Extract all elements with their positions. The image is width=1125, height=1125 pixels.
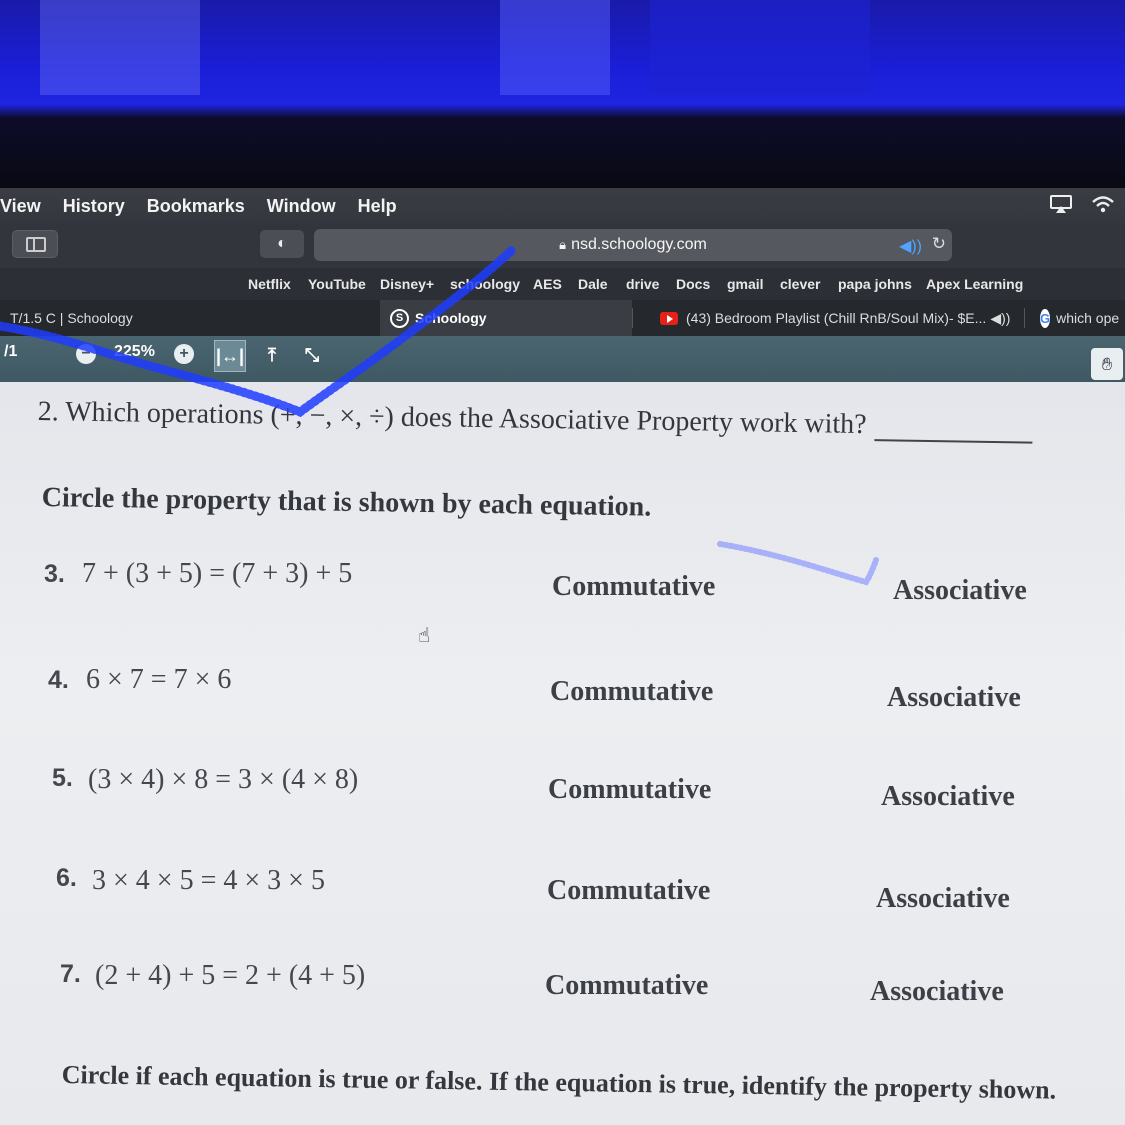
favorite-schoology[interactable]: schoology	[450, 276, 521, 292]
option-associative[interactable]: Associative	[887, 682, 1021, 713]
menu-help[interactable]: Help	[357, 195, 397, 216]
problem-number: 7.	[60, 960, 81, 988]
pdf-toolbar	[0, 336, 1125, 382]
google-icon: G	[1040, 310, 1051, 326]
problem-equation: (3 × 4) × 8 = 3 × (4 × 8)	[88, 764, 359, 795]
wifi-icon[interactable]	[1091, 194, 1115, 214]
page-indicator: /1	[4, 343, 18, 360]
airplay-icon[interactable]	[1049, 194, 1073, 214]
tab-label: Schoology	[415, 310, 487, 326]
problem-number: 5.	[52, 764, 73, 792]
url-text: nsd.schoology.com	[571, 236, 707, 253]
fullscreen-button[interactable]: ⤡	[304, 345, 320, 365]
tab-divider	[1024, 308, 1025, 328]
zoom-level: 225%	[114, 343, 155, 360]
browser-toolbar	[0, 224, 1125, 268]
problem-equation: (2 + 4) + 5 = 2 + (4 + 5)	[95, 960, 366, 991]
zoom-out-button[interactable]: −	[76, 344, 96, 364]
zoom-in-button[interactable]: +	[174, 344, 194, 364]
problem-3	[0, 554, 1125, 614]
tab-youtube-playlist[interactable]	[650, 300, 1030, 336]
audio-icon[interactable]: ◀))	[899, 238, 922, 255]
option-commutative[interactable]: Commutative	[547, 875, 711, 906]
favorite-docs[interactable]: Docs	[676, 276, 711, 292]
favorite-clever[interactable]: clever	[780, 276, 821, 292]
favorite-disney[interactable]: Disney+	[380, 276, 435, 292]
problem-equation: 7 + (3 + 5) = (7 + 3) + 5	[82, 558, 353, 589]
option-associative[interactable]: Associative	[881, 781, 1015, 812]
option-associative[interactable]: Associative	[870, 976, 1004, 1007]
problem-number: 4.	[48, 666, 69, 694]
hand-cursor-icon: ☝︎	[418, 625, 431, 647]
problem-equation: 6 × 7 = 7 × 6	[86, 664, 232, 695]
favorite-dale[interactable]: Dale	[578, 276, 608, 292]
background-glare	[0, 0, 1125, 190]
favorites-bar	[0, 268, 1125, 300]
menu-bar	[0, 188, 1125, 224]
problem-6	[0, 864, 1125, 924]
problem-number: 3.	[44, 560, 65, 588]
option-commutative[interactable]: Commutative	[550, 676, 714, 707]
lock-icon: 🔒︎	[559, 237, 567, 252]
tab-label: (43) Bedroom Playlist (Chill RnB/Soul Mix)- $E...	[686, 310, 987, 326]
option-associative[interactable]: Associative	[876, 883, 1010, 914]
tab-label: which ope	[1056, 310, 1120, 326]
tab-course[interactable]	[0, 300, 380, 336]
menu-bookmarks[interactable]: Bookmarks	[146, 195, 245, 216]
problem-number: 6.	[56, 864, 77, 892]
instruction-circle-property: Circle the property that is shown by each equation.	[41, 482, 652, 523]
favorite-youtube[interactable]: YouTube	[308, 276, 366, 292]
privacy-button[interactable]	[260, 230, 304, 258]
menu-history[interactable]: History	[62, 195, 125, 216]
youtube-icon	[660, 312, 678, 325]
option-commutative[interactable]: Commutative	[552, 571, 716, 602]
fit-height-button[interactable]: ⤒	[268, 345, 276, 365]
tab-google-search[interactable]	[1030, 300, 1125, 336]
sidebar-icon	[26, 237, 46, 252]
option-commutative[interactable]: Commutative	[545, 970, 709, 1001]
shield-icon: ◐	[277, 235, 287, 252]
reload-icon[interactable]: ↻	[931, 234, 946, 253]
address-bar[interactable]	[314, 229, 952, 261]
option-associative[interactable]: Associative	[893, 575, 1027, 606]
favorite-aes[interactable]: AES	[533, 276, 562, 292]
problem-5	[0, 762, 1125, 822]
tab-label: T/1.5 C | Schoology	[10, 310, 133, 326]
tab-audio-icon[interactable]: ◀))	[990, 309, 1011, 326]
schoology-icon: S	[390, 309, 409, 328]
question-2-text: 2. Which operations (+, −, ×, ÷) does the Associative Property work with?	[37, 396, 867, 441]
sidebar-toggle-button[interactable]	[12, 230, 58, 258]
pan-tool-button[interactable]: ✋︎	[1091, 348, 1123, 380]
tab-divider	[632, 308, 633, 328]
favorite-gmail[interactable]: gmail	[727, 276, 764, 292]
problem-4	[0, 662, 1125, 722]
favorite-apex-learning[interactable]: Apex Learning	[926, 276, 1024, 292]
tab-schoology[interactable]	[380, 300, 632, 336]
menu-window[interactable]: Window	[266, 195, 336, 216]
favorite-netflix[interactable]: Netflix	[248, 276, 291, 292]
question-2	[37, 396, 1032, 444]
instruction-true-false: Circle if each equation is true or false. If the equation is true, identify the property shown.	[61, 1060, 1057, 1105]
favorite-drive[interactable]: drive	[626, 276, 660, 292]
answer-blank[interactable]	[874, 415, 1032, 443]
problem-equation: 3 × 4 × 5 = 4 × 3 × 5	[92, 865, 325, 896]
fit-width-button[interactable]: |↔|	[214, 340, 246, 372]
tab-bar	[0, 300, 1125, 336]
option-commutative[interactable]: Commutative	[548, 774, 712, 805]
problem-7	[0, 960, 1125, 1020]
menu-view[interactable]: View	[0, 195, 41, 216]
favorite-papa-johns[interactable]: papa johns	[838, 276, 912, 292]
worksheet-page	[0, 382, 1125, 1125]
